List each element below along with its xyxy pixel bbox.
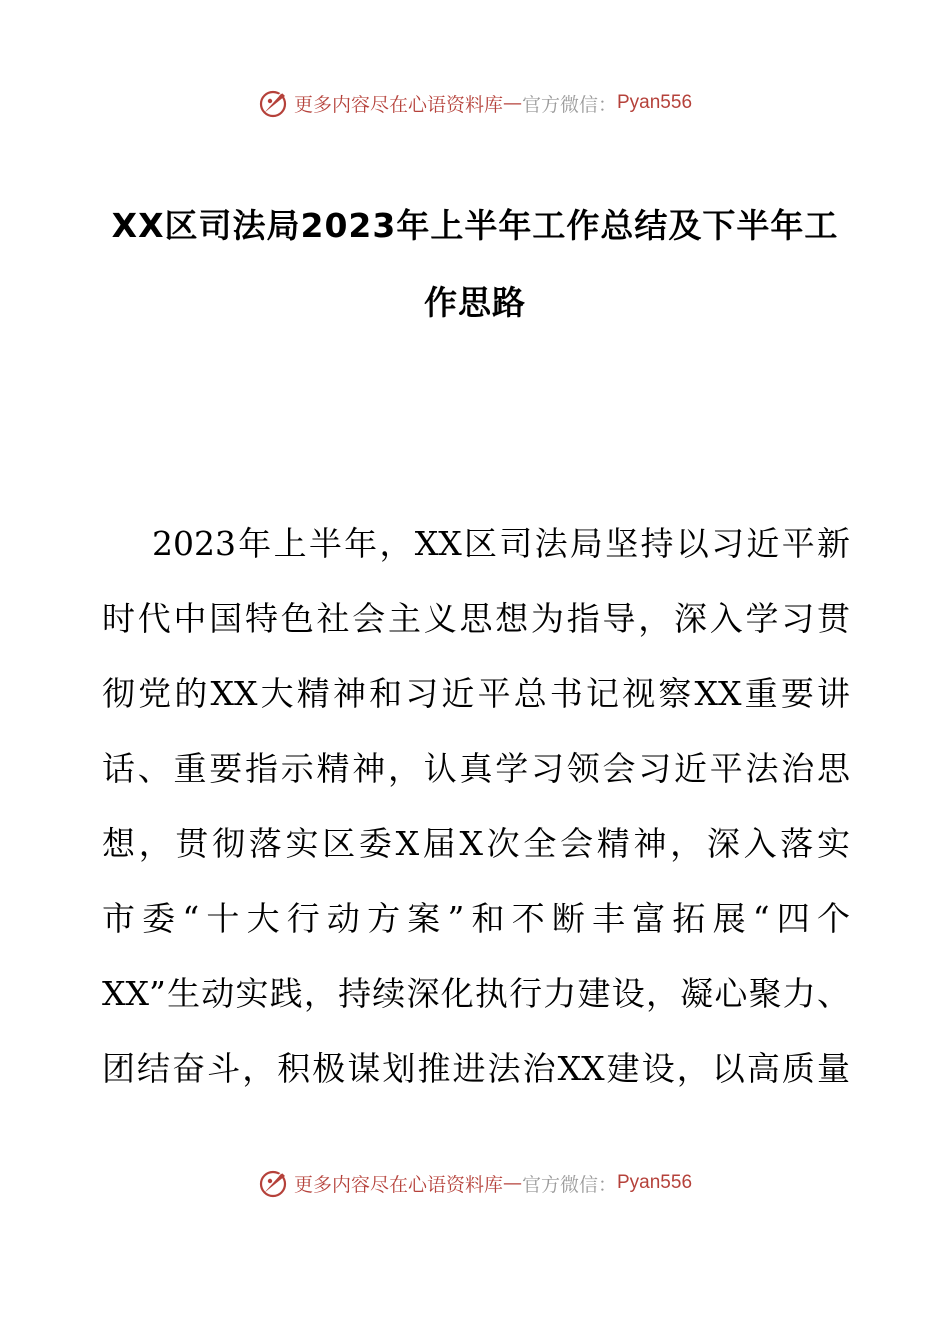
quill-logo-icon xyxy=(258,87,290,119)
quill-logo-icon xyxy=(258,1167,290,1199)
watermark-header xyxy=(0,83,950,123)
watermark-wechat-id: Pyan556 xyxy=(617,92,693,113)
watermark-wechat-id: Pyan556 xyxy=(617,1172,693,1193)
paragraph-line-1: 2023年上半年，XX区司法局坚持以习近平新 xyxy=(152,524,850,563)
watermark-main-text: 更多内容尽在心语资料库 xyxy=(293,93,503,116)
paragraph-line-8: 团结奋斗，积极谋划推进法治XX建设，以高质量 xyxy=(102,1049,850,1088)
document-title-line-2: 作思路 xyxy=(424,283,526,322)
watermark-text xyxy=(294,1170,692,1197)
paragraph-line-3: 彻党的XX大精神和习近平总书记视察XX重要讲 xyxy=(102,674,850,713)
watermark-label: 官方微信： xyxy=(521,1173,617,1196)
paragraph-line-4: 话、重要指示精神，认真学习领会习近平法治思 xyxy=(102,749,850,788)
watermark-footer xyxy=(0,1163,950,1203)
paragraph-line-6: 市委“十大行动方案”和不断丰富拓展“四个 xyxy=(102,899,850,938)
watermark-label: 官方微信： xyxy=(521,93,617,116)
watermark-separator: — xyxy=(502,1172,522,1194)
paragraph-line-7: XX”生动实践，持续深化执行力建设，凝心聚力、 xyxy=(102,974,850,1013)
paragraph-line-5: 想，贯彻落实区委X届X次全会精神，深入落实 xyxy=(102,824,850,863)
watermark-separator: — xyxy=(502,92,522,114)
paragraph-line-2: 时代中国特色社会主义思想为指导，深入学习贯 xyxy=(102,599,850,638)
document-title-line-1: XX区司法局2023年上半年工作总结及下半年工 xyxy=(111,206,839,245)
watermark-main-text: 更多内容尽在心语资料库 xyxy=(293,1173,503,1196)
watermark-text xyxy=(294,90,692,117)
